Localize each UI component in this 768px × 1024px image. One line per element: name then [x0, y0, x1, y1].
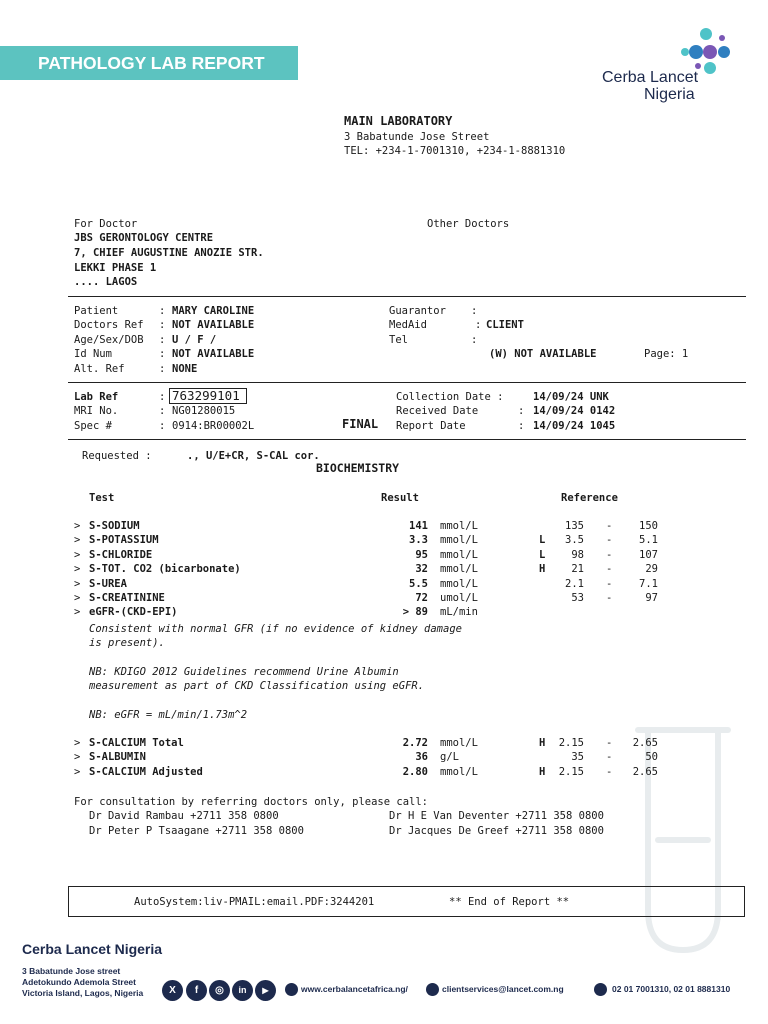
reference-high: 29 — [645, 563, 658, 576]
lab-name: MAIN LABORATORY — [344, 114, 453, 128]
youtube-icon[interactable]: ▶ — [255, 980, 276, 1001]
reference-low: 21 — [571, 563, 584, 576]
age-sex-dob-value: U / F / — [172, 334, 217, 346]
footer-company: Cerba Lancet Nigeria — [22, 941, 163, 957]
doctors-ref-label: Doctors Ref — [74, 319, 144, 331]
colon: : — [159, 405, 166, 417]
reference-dash: - — [606, 592, 613, 604]
row-marker: > — [74, 520, 81, 532]
row-marker: > — [74, 592, 81, 604]
note-line: measurement as part of CKD Classification using eGFR. — [89, 680, 425, 692]
reference-dash: - — [606, 765, 613, 778]
divider — [68, 296, 746, 297]
colon: : — [159, 305, 166, 317]
note-line: Consistent with normal GFR (if no evidence of kidney damage — [89, 623, 462, 635]
alt-ref-value: NONE — [172, 363, 198, 375]
consultant-contact: Dr Peter P Tsaagane +2711 358 0800 — [89, 825, 304, 837]
column-reference: Reference — [561, 492, 618, 504]
test-name: S-UREA — [89, 577, 127, 590]
test-name: S-CHLORIDE — [89, 548, 153, 561]
test-result: 2.72 — [402, 737, 428, 749]
test-result: 32 — [415, 563, 428, 576]
id-num-label: Id Num — [74, 348, 112, 360]
received-date-label: Received Date — [396, 405, 479, 417]
test-unit: mmol/L — [440, 737, 478, 749]
requested-label: Requested : — [82, 450, 152, 462]
reference-low: 2.15 — [558, 765, 584, 778]
reference-dash: - — [606, 577, 613, 590]
row-marker: > — [74, 534, 81, 547]
footer-email[interactable]: clientservices@lancet.com.ng — [442, 984, 564, 994]
collection-date-label: Collection Date : — [396, 391, 504, 403]
column-result: Result — [381, 492, 419, 504]
reference-high: 7.1 — [639, 577, 658, 590]
reference-low: 2.1 — [565, 577, 584, 590]
test-name: S-POTASSIUM — [89, 534, 159, 547]
note-line: is present). — [89, 637, 165, 649]
globe-icon — [285, 983, 298, 996]
doctor-line3: LEKKI PHASE 1 — [74, 262, 157, 274]
for-doctor-label: For Doctor — [74, 218, 138, 230]
doctor-line4: .... LAGOS — [74, 276, 138, 288]
test-unit: g/L — [440, 751, 459, 764]
test-name: S-TOT. CO2 (bicarbonate) — [89, 563, 241, 576]
patient-label: Patient — [74, 305, 119, 317]
reference-dash: - — [606, 520, 613, 532]
reference-high: 50 — [645, 751, 658, 764]
test-result: 5.5 — [409, 577, 428, 590]
spec-value: 0914:BR00002L — [172, 420, 255, 432]
column-test: Test — [89, 492, 115, 504]
test-result: 72 — [415, 592, 428, 604]
note-line: NB: eGFR = mL/min/1.73m^2 — [89, 709, 248, 721]
id-num-value: NOT AVAILABLE — [172, 348, 255, 360]
test-unit: mmol/L — [440, 577, 478, 590]
reference-high: 5.1 — [639, 534, 658, 547]
colon: : — [159, 391, 166, 403]
colon: : — [159, 334, 166, 346]
report-date-label: Report Date — [396, 420, 466, 432]
colon: : — [518, 405, 525, 417]
end-of-report: ** End of Report ** — [449, 896, 570, 908]
test-result: 36 — [415, 751, 428, 764]
test-name: S-CALCIUM Total — [89, 737, 184, 749]
tel-label: Tel — [389, 334, 408, 346]
row-marker: > — [74, 563, 81, 576]
test-result: > 89 — [402, 606, 428, 619]
final-status: FINAL — [342, 417, 379, 431]
reference-low: 3.5 — [565, 534, 584, 547]
footer-address: 3 Babatunde Jose street — [22, 966, 121, 976]
test-name: S-CREATININE — [89, 592, 165, 604]
reference-low: 35 — [571, 751, 584, 764]
consultant-contact: Dr H E Van Deventer +2711 358 0800 — [389, 810, 604, 822]
row-marker: > — [74, 548, 81, 561]
footer-phone: 02 01 7001310, 02 01 8881310 — [612, 984, 731, 994]
doctors-ref-value: NOT AVAILABLE — [172, 319, 255, 331]
test-unit: mmol/L — [440, 548, 478, 561]
doctor-line1: JBS GERONTOLOGY CENTRE — [74, 232, 214, 244]
medaid-label: MedAid — [389, 319, 427, 331]
lab-ref-value: 763299101 — [169, 388, 247, 404]
reference-dash: - — [606, 534, 613, 547]
consultant-contact: Dr Jacques De Greef +2711 358 0800 — [389, 825, 604, 837]
divider — [68, 439, 746, 440]
guarantor-label: Guarantor — [389, 305, 446, 317]
email-icon — [426, 983, 439, 996]
test-name: S-SODIUM — [89, 520, 140, 532]
test-name: eGFR-(CKD-EPI) — [89, 606, 178, 619]
colon: : — [471, 334, 478, 346]
age-sex-dob-label: Age/Sex/DOB — [74, 334, 144, 346]
reference-high: 150 — [639, 520, 658, 532]
lab-ref-label: Lab Ref — [74, 391, 119, 403]
reference-high: 2.65 — [632, 765, 658, 778]
note-line: NB: KDIGO 2012 Guidelines recommend Urine Albumin — [89, 666, 399, 678]
doctor-line2: 7, CHIEF AUGUSTINE ANOZIE STR. — [74, 247, 264, 259]
section-title: BIOCHEMISTRY — [316, 461, 400, 475]
received-date-value: 14/09/24 0142 — [533, 405, 616, 417]
footer-address: Victoria Island, Lagos, Nigeria — [22, 988, 144, 998]
divider — [68, 382, 746, 383]
colon: : — [159, 348, 166, 360]
result-flag: L — [539, 534, 546, 547]
mri-label: MRI No. — [74, 405, 119, 417]
test-result: 3.3 — [409, 534, 428, 547]
collection-date-value: 14/09/24 UNK — [533, 391, 609, 403]
other-doctors-label: Other Doctors — [427, 218, 510, 230]
medaid-value: CLIENT — [486, 319, 524, 331]
reference-dash: - — [606, 737, 613, 749]
brand-country: Nigeria — [644, 86, 695, 103]
reference-high: 2.65 — [632, 737, 658, 749]
colon: : — [159, 420, 166, 432]
reference-dash: - — [606, 751, 613, 764]
instagram-icon[interactable]: ◎ — [209, 980, 230, 1001]
result-flag: L — [539, 548, 546, 561]
test-unit: umol/L — [440, 592, 478, 604]
test-unit: mmol/L — [440, 765, 478, 778]
row-marker: > — [74, 765, 81, 778]
result-flag: H — [539, 737, 546, 749]
footer-address: Adetokundo Ademola Street — [22, 977, 136, 987]
colon: : — [471, 305, 478, 317]
lab-tel: TEL: +234-1-7001310, +234-1-8881310 — [344, 145, 566, 157]
reference-low: 2.15 — [558, 737, 584, 749]
phone-icon — [594, 983, 607, 996]
row-marker: > — [74, 751, 81, 764]
report-date-value: 14/09/24 1045 — [533, 420, 616, 432]
reference-dash: - — [606, 563, 613, 576]
reference-low: 135 — [565, 520, 584, 532]
test-unit: mmol/L — [440, 563, 478, 576]
result-flag: H — [539, 563, 546, 576]
reference-low: 98 — [571, 548, 584, 561]
spec-label: Spec # — [74, 420, 112, 432]
colon: : — [159, 319, 166, 331]
lab-address: 3 Babatunde Jose Street — [344, 131, 490, 143]
linkedin-icon[interactable]: in — [232, 980, 253, 1001]
report-banner: PATHOLOGY LAB REPORT — [0, 46, 298, 80]
facebook-icon[interactable]: f — [186, 980, 207, 1001]
reference-high: 97 — [645, 592, 658, 604]
requested-value: ., U/E+CR, S-CAL cor. — [187, 450, 320, 462]
mri-value: NG01280015 — [172, 405, 236, 417]
patient-name: MARY CAROLINE — [172, 305, 255, 317]
colon: : — [475, 319, 482, 331]
page-number: Page: 1 — [644, 348, 689, 360]
result-flag: H — [539, 765, 546, 778]
test-result: 2.80 — [402, 765, 428, 778]
reference-high: 107 — [639, 548, 658, 561]
row-marker: > — [74, 577, 81, 590]
consultation-intro: For consultation by referring doctors only, please call: — [74, 796, 429, 808]
x-icon[interactable]: X — [162, 980, 183, 1001]
reference-dash: - — [606, 548, 613, 561]
alt-ref-label: Alt. Ref — [74, 363, 125, 375]
test-unit: mmol/L — [440, 534, 478, 547]
autosystem-line: AutoSystem:liv-PMAIL:email.PDF:3244201 — [134, 896, 375, 908]
test-name: S-CALCIUM Adjusted — [89, 765, 203, 778]
brand-name: Cerba Lancet — [602, 69, 699, 86]
colon: : — [159, 363, 166, 375]
colon: : — [518, 420, 525, 432]
test-unit: mL/min — [440, 606, 478, 619]
consultant-contact: Dr David Rambau +2711 358 0800 — [89, 810, 279, 822]
test-result: 141 — [409, 520, 428, 532]
test-name: S-ALBUMIN — [89, 751, 146, 764]
row-marker: > — [74, 606, 81, 619]
footer-website[interactable]: www.cerbalancetafrica.ng/ — [301, 984, 408, 994]
reference-low: 53 — [571, 592, 584, 604]
work-phone-value: (W) NOT AVAILABLE — [489, 348, 597, 360]
row-marker: > — [74, 737, 81, 749]
test-result: 95 — [415, 548, 428, 561]
test-unit: mmol/L — [440, 520, 478, 532]
